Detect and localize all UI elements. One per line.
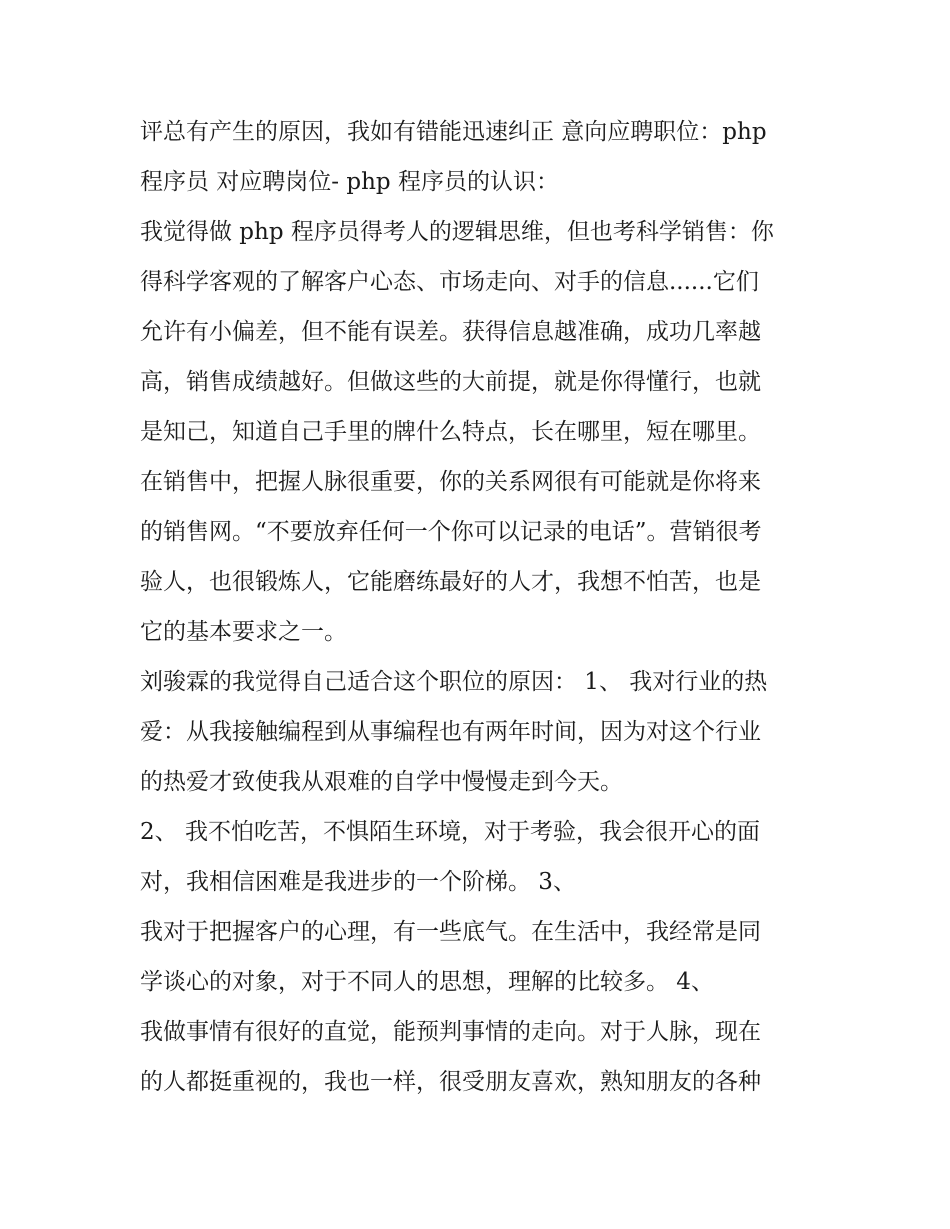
text-line: 得科学客观的了解客户心态、市场走向、对手的信息......它们 [140,269,759,295]
document-body [140,107,820,1107]
text-line: 我觉得做 php 程序员得考人的逻辑思维，但也考科学销售：你 [140,219,774,245]
text-line: 在销售中，把握人脉很重要，你的关系网很有可能就是你将来 [140,469,761,495]
text-line: 高，销售成绩越好。但做这些的大前提，就是你得懂行，也就 [140,369,761,395]
text-line: 的人都挺重视的，我也一样，很受朋友喜欢，熟知朋友的各种 [140,1069,761,1095]
text-line: 程序员 对应聘岗位- php 程序员的认识： [140,169,559,195]
text-line: 2、 我不怕吃苦，不惧陌生环境，对于考验，我会很开心的面 [140,819,760,845]
text-line: 允许有小偏差，但不能有误差。获得信息越准确，成功几率越 [140,319,761,345]
text-line: 的销售网。“不要放弃任何一个你可以记录的电话”。营销很考 [140,519,762,545]
text-line: 是知己，知道自己手里的牌什么特点，长在哪里，短在哪里。 [140,419,761,445]
text-line: 学谈心的对象，对于不同人的思想，理解的比较多。 4、 [140,969,714,995]
text-line: 评总有产生的原因，我如有错能迅速纠正 意向应聘职位：php [140,119,767,145]
text-line: 的热爱才致使我从艰难的自学中慢慢走到今天。 [140,769,623,795]
text-line: 验人，也很锻炼人，它能磨练最好的人才，我想不怕苦，也是 [140,569,761,595]
text-line: 对，我相信困难是我进步的一个阶梯。 3、 [140,869,576,895]
text-line: 它的基本要求之一。 [140,619,347,645]
text-line: 我对于把握客户的心理，有一些底气。在生活中，我经常是同 [140,919,761,945]
text-line: 刘骏霖的我觉得自己适合这个职位的原因： 1、 我对行业的热 [140,669,768,695]
text-line: 爱：从我接触编程到从事编程也有两年时间，因为对这个行业 [140,719,761,745]
text-line: 我做事情有很好的直觉，能预判事情的走向。对于人脉，现在 [140,1019,761,1045]
